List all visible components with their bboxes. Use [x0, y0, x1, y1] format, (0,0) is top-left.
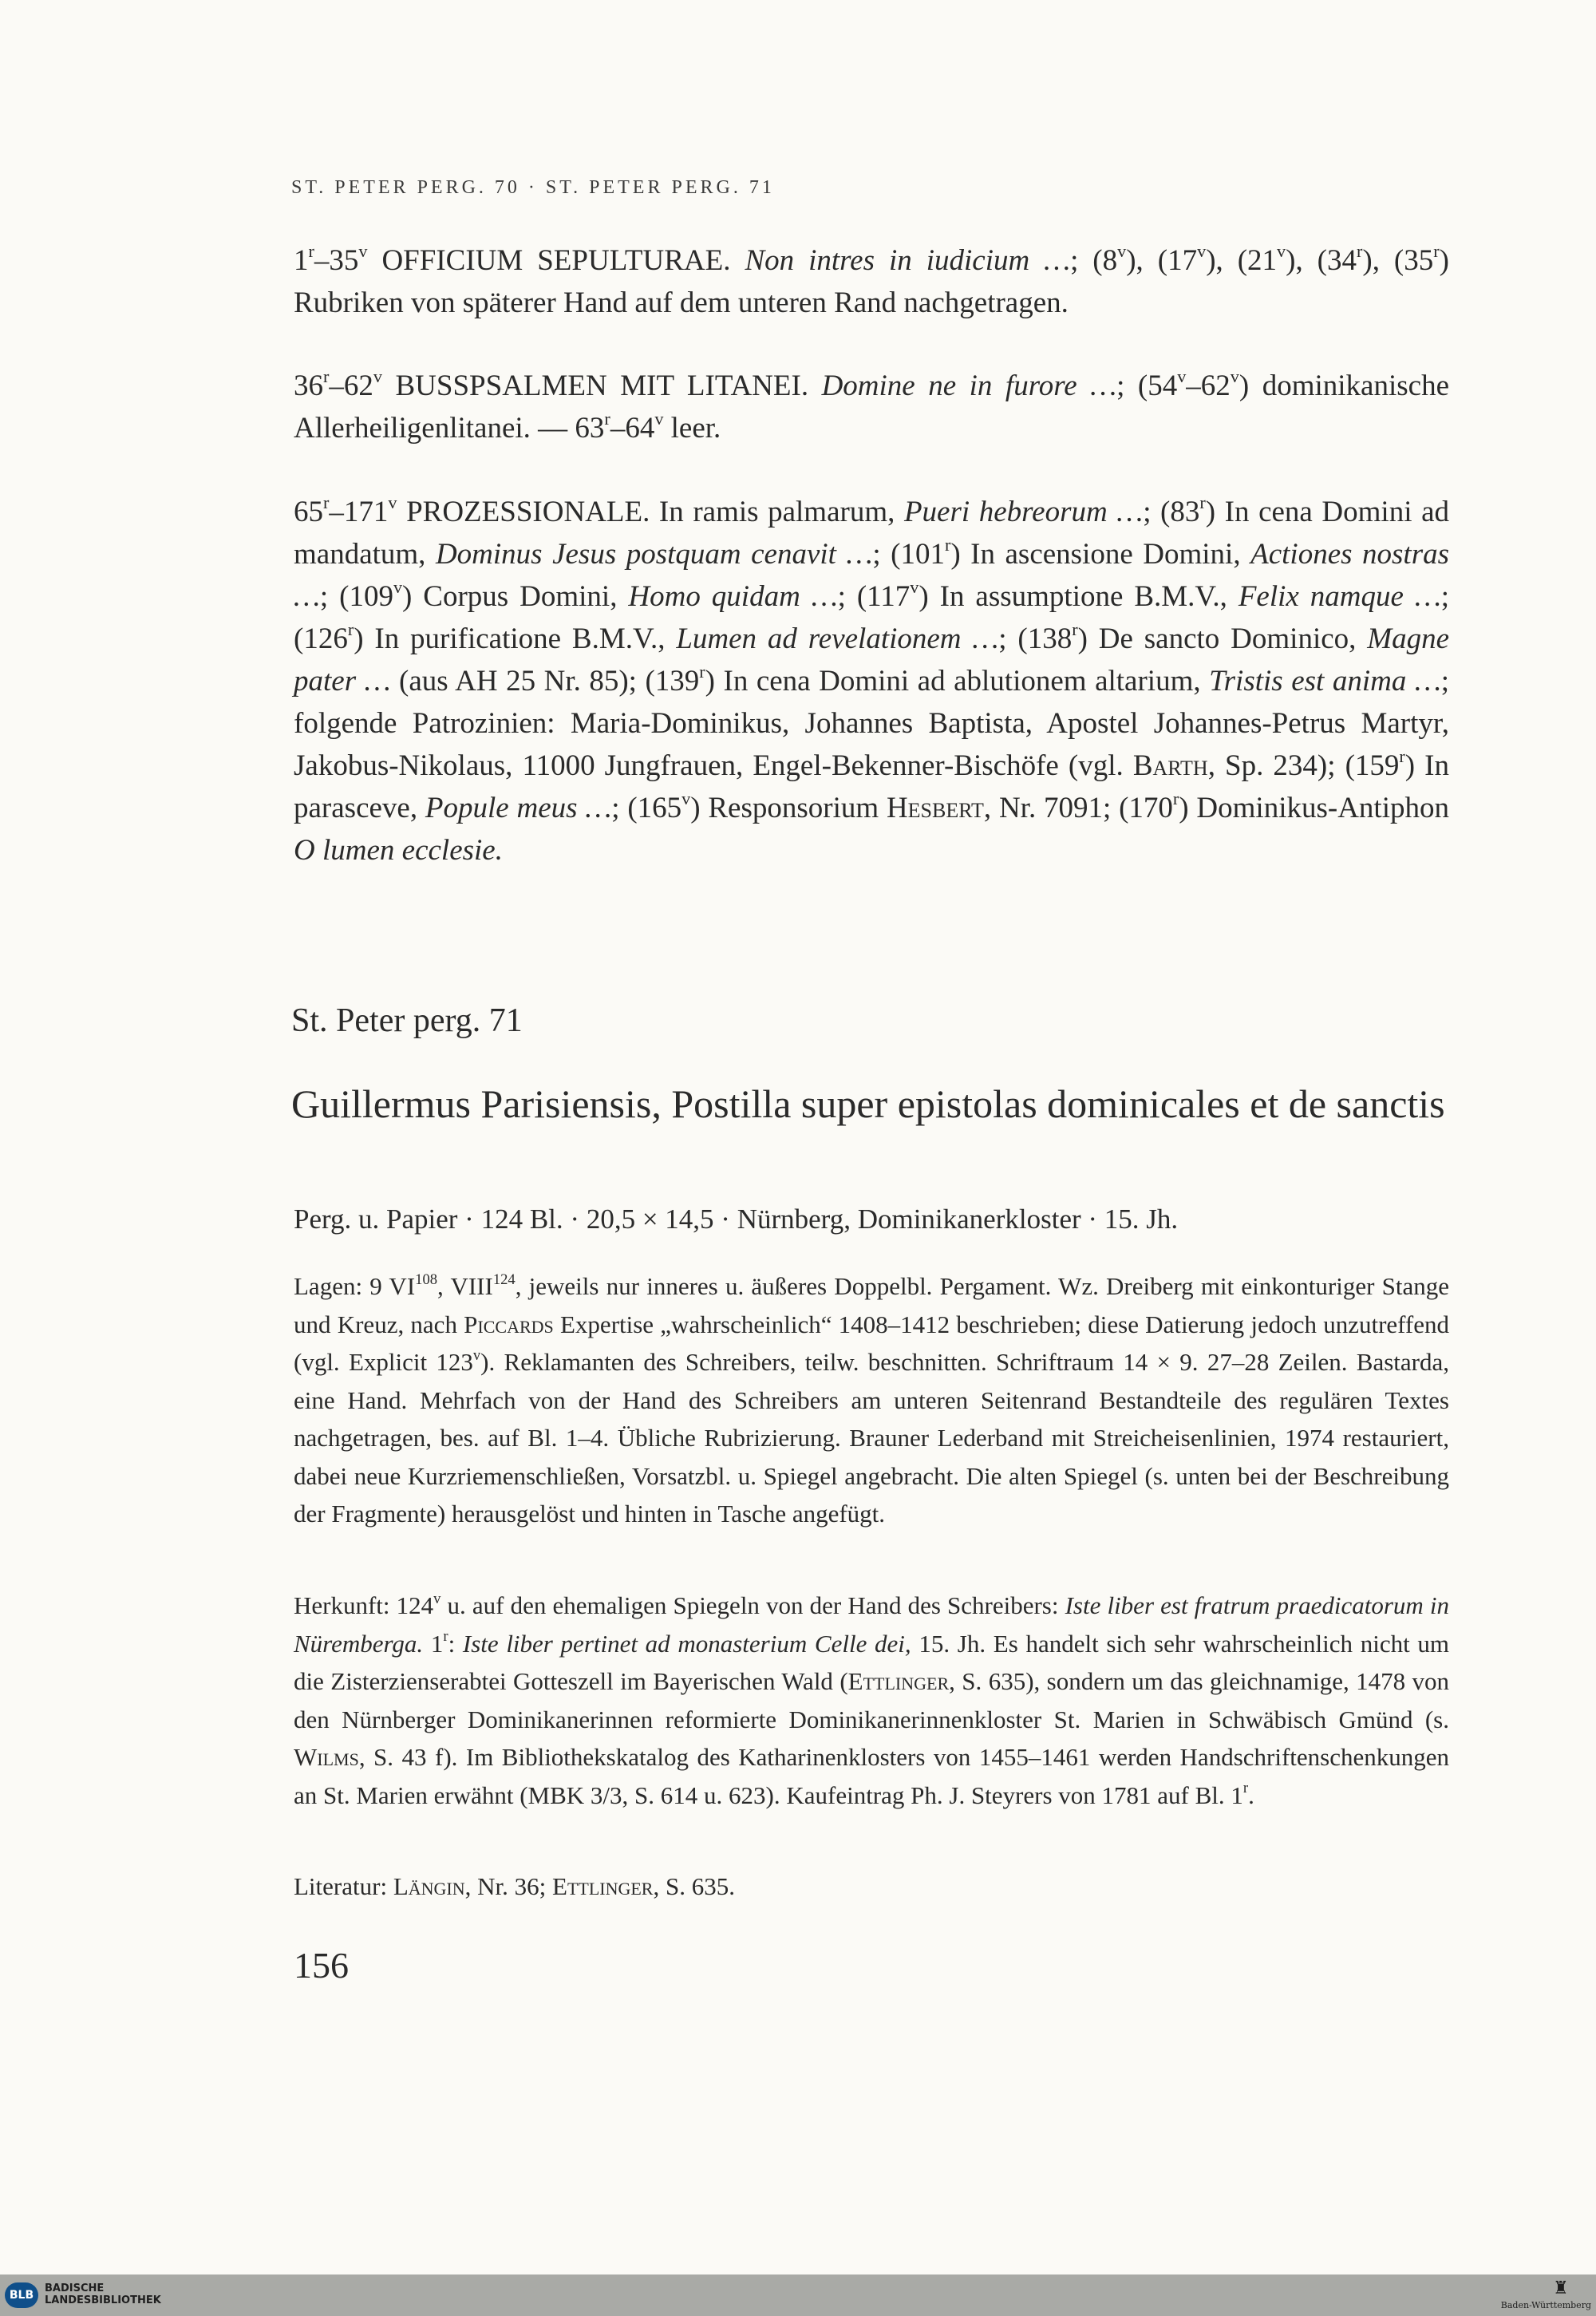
section-shelfmark: St. Peter perg. 71 — [291, 1002, 523, 1039]
incipit: Non intres in iudicium … — [745, 244, 1071, 277]
section-title: Guillermus Parisiensis, Postilla super epistolas dominicales et de sanctis — [291, 1081, 1445, 1126]
lagen-paragraph: Lagen: 9 VI$^{108}$, VIII$^{124}$, jeweils nur inneres u. äußeres Doppelbl. Pergament. Wz. Dreiberg mit einkonturiger Stange und Kreuz, nach Piccards Expertise „wahrscheinlich“ 1408–1412 beschrieben; diese Datierung jedoch unzutreffend (vgl. Explicit 123$^v$). Reklamanten des Schreibers, teilw. beschnitten. Schriftraum 14 × 9. 27–28 Zeilen. Bastarda, eine Hand. Mehrfach von der Hand des Schreibers am unteren Seitenrand Bestandteile des regulären Textes nachgetragen, bes. auf Bl. 1–4. Übliche Rubrizierung. Brauner Lederband mit Streicheisenlinien, 1974 restauriert, dabei neue Kurzriemenschließen, Vorsatzbl. u. Spiegel angebracht. Die alten Spiegel (s. unten bei der Beschreibung der Fragmente) herausgelöst und hinten in Tasche angefügt. — [294, 1271, 1450, 1528]
entry-heading: BUSSPSALMEN MIT LITANEI. — [381, 370, 822, 402]
blb-logo-icon[interactable]: BLB — [5, 2282, 38, 2308]
entry-heading: PROZESSIONALE. — [397, 496, 659, 528]
library-name: BADISCHE LANDESBIBLIOTHEK — [45, 2282, 161, 2306]
page-number: 156 — [294, 1945, 349, 1986]
incipit: Domine ne in furore … — [821, 370, 1117, 402]
viewer-footer — [0, 2275, 1596, 2316]
entry-prozessionale: 65$^r$–171$^v$ PROZESSIONALE. In ramis palmarum, Pueri hebreorum …; (83$^r$) In cena Domini ad mandatum, Dominus Jesus postquam cenavit …; (101$^r$) In ascensione Domini, Actiones nostras …; (109$^v$) Corpus Domini, Homo quidam …; (117$^v$) In assumptione B.M.V., Felix namque …; (126$^r$) In purificatione B.M.V., Lumen ad revelationem …; (138$^r$) De sancto Dominico, Magne pater … (aus AH 25 Nr. 85); (139$^r$) In cena Domini ad ablutionem altarium, Tristis est anima …; folgende Patrozinien: Maria-Dominikus, Johannes Baptista, Apostel Johannes-Petrus Martyr, Jakobus-Nikolaus, 11000 Jungfrauen, Engel-Bekenner-Bischöfe (vgl. Barth, Sp. 234); (159$^r$) In parasceve, Popule meus …; (165$^v$) Responsorium Hesbert, Nr. 7091; (170$^r$) Dominikus-Antiphon O lumen ecclesie. — [294, 492, 1450, 867]
entry-heading: OFFICIUM SEPULTURAE. — [367, 244, 745, 277]
coat-of-arms-icon: ♜ — [1553, 2278, 1569, 2298]
literatur-paragraph: Literatur: Längin, Nr. 36; Ettlinger, S. 635. — [294, 1872, 735, 1900]
section-metadata: Perg. u. Papier · 124 Bl. · 20,5 × 14,5 · Nürnberg, Dominikanerkloster · 15. Jh. — [294, 1203, 1179, 1235]
running-header: ST. PETER PERG. 70 · ST. PETER PERG. 71 — [291, 177, 775, 198]
entry-officium-sepulturae: 1$^r$–35$^v$ OFFICIUM SEPULTURAE. Non intres in iudicium …; (8$^v$), (17$^v$), (21$^v$), (34$^r$), (35$^r$) Rubriken von späterer Hand auf dem unteren Rand nachgetragen. — [294, 241, 1449, 319]
state-name: Baden-Württemberg — [1500, 2300, 1591, 2310]
entry-busspsalmen: 36$^r$–62$^v$ BUSSPSALMEN MIT LITANEI. Domine ne in furore …; (54$^v$–62$^v$) dominikanische Allerheiligenlitanei. — 63$^r$–64$^v$ leer. — [294, 366, 1450, 445]
herkunft-paragraph: Herkunft: 124$^v$ u. auf den ehemaligen Spiegeln von der Hand des Schreibers: Iste liber est fratrum praedicatorum in Nüremberga. 1$^r$: Iste liber pertinet ad monasterium Celle dei, 15. Jh. Es handelt sich sehr wahrscheinlich nicht um die Zisterzienserabtei Gotteszell im Bayerischen Wald (Ettlinger, S. 635), sondern um das gleichnamige, 1478 von den Nürnberger Dominikanerinnen reformierte Dominikanerinnenkloster St. Marien in Schwäbisch Gmünd (s. Wilms, S. 43 f). Im Bibliothekskatalog des Katharinenklosters von 1455–1461 werden Handschriftenschenkungen an St. Marien erwähnt (MBK 3/3, S. 614 u. 623). Kaufeintrag Ph. J. Steyrers von 1781 auf Bl. 1$^r$. — [294, 1590, 1450, 1809]
